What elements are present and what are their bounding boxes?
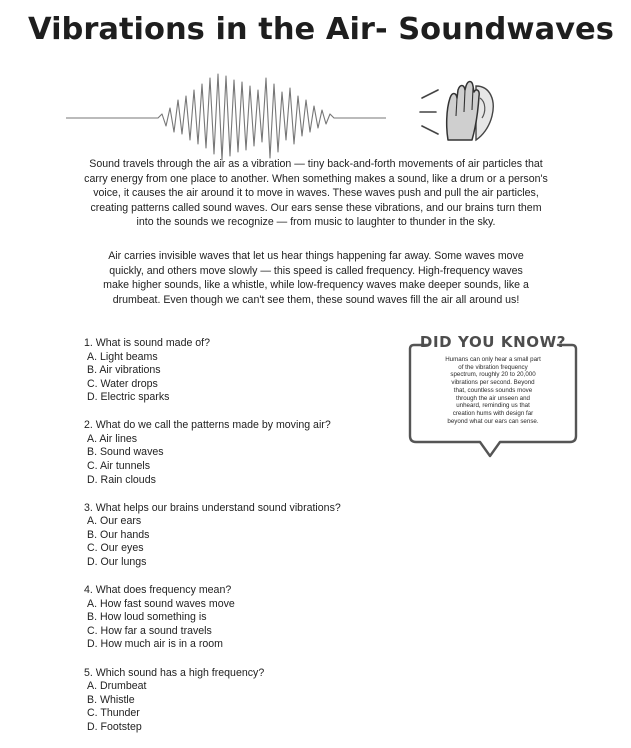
did-you-know-text [434,356,552,425]
intro-paragraph [38,157,594,230]
answer-option: B. How loud something is [87,611,207,624]
answer-option: C. Water drops [87,377,158,390]
answer-option: C. Air tunnels [87,460,151,473]
fact-line: that, countless sounds move [453,386,533,394]
answer-option: B. Whistle [87,693,135,706]
answer-option: D. Rain clouds [87,473,156,486]
paragraph-line: make higher sounds, like a whistle, while low-frequency waves make deeper sounds, like a [103,279,529,291]
answer-option: C. Our eyes [87,542,144,555]
paragraph-line: Sound travels through the air as a vibration — tiny back-and-forth movements of air particles that [89,158,543,170]
answer-option: D. Electric sparks [87,391,170,404]
answer-option: A. Air lines [87,432,138,445]
paragraph-line: quickly, and others move slowly — this speed is called frequency. High-frequency waves [109,264,523,277]
quiz-question [84,666,394,735]
question-text: 2. What do we call the patterns made by moving air? [84,419,331,432]
paragraph-line: voice, it causes the air around it to move in waves. These waves push and pull the air particles, [93,187,539,199]
quiz-question [84,418,394,487]
fact-line: vibrations per second. Beyond [451,379,535,387]
quiz-question [84,501,394,570]
answer-option: A. Light beams [87,350,158,363]
did-you-know-title: DID YOU KNOW? [419,333,567,351]
answer-option: B. Air vibrations [87,364,161,377]
answer-option: A. Our ears [87,515,142,528]
answer-option: B. Sound waves [87,446,164,459]
question-text: 1. What is sound made of? [84,337,211,349]
answer-option: C. Thunder [87,707,140,720]
answer-option: D. Footstep [87,720,142,733]
question-text: 5. Which sound has a high frequency? [84,666,265,679]
fact-line: beyond what our ears can sense. [447,417,539,425]
frequency-paragraph [38,249,594,307]
fact-line: creation hums with design far [452,409,534,417]
quiz-question [84,336,394,405]
fact-line: spectrum, roughly 20 to 20,000 [450,371,536,379]
answer-option: C. How far a sound travels [87,624,212,637]
fact-line: through the air unseen and [456,394,530,402]
paragraph-line: carry energy from one place to another. When something makes a sound, like a drum or a person's [84,172,548,185]
question-text: 4. What does frequency mean? [84,584,232,597]
answer-option: D. How much air is in a room [87,638,223,651]
answer-option: D. Our lungs [87,556,147,569]
paragraph-line: creating patterns called sound waves. Our ears sense these vibrations, and our brains turn them [90,201,542,214]
page-title: Vibrations in the Air- Soundwaves [28,12,614,47]
answer-option: A. Drumbeat [87,680,147,692]
answer-option: B. Our hands [87,528,150,541]
soundwave-icon [66,70,386,170]
fact-line: of the vibration frequency [458,363,528,371]
did-you-know-box [408,332,578,460]
answer-option: A. How fast sound waves move [87,597,235,610]
hand-cupping-ear-icon [418,76,498,146]
fact-line: unheard, reminding us that [456,402,530,410]
fact-line: Humans can only hear a small part [445,356,541,363]
paragraph-line: Air carries invisible waves that let us hear things happening far away. Some waves move [108,250,524,262]
paragraph-line: drumbeat. Even though we can't see them, these sound waves fill the air all around us! [112,293,520,306]
quiz-question [84,583,394,652]
question-text: 3. What helps our brains understand sound vibrations? [84,501,341,514]
paragraph-line: into the sounds we recognize — from music to laughter to thunder in the sky. [136,216,496,228]
quiz-section [84,336,394,748]
